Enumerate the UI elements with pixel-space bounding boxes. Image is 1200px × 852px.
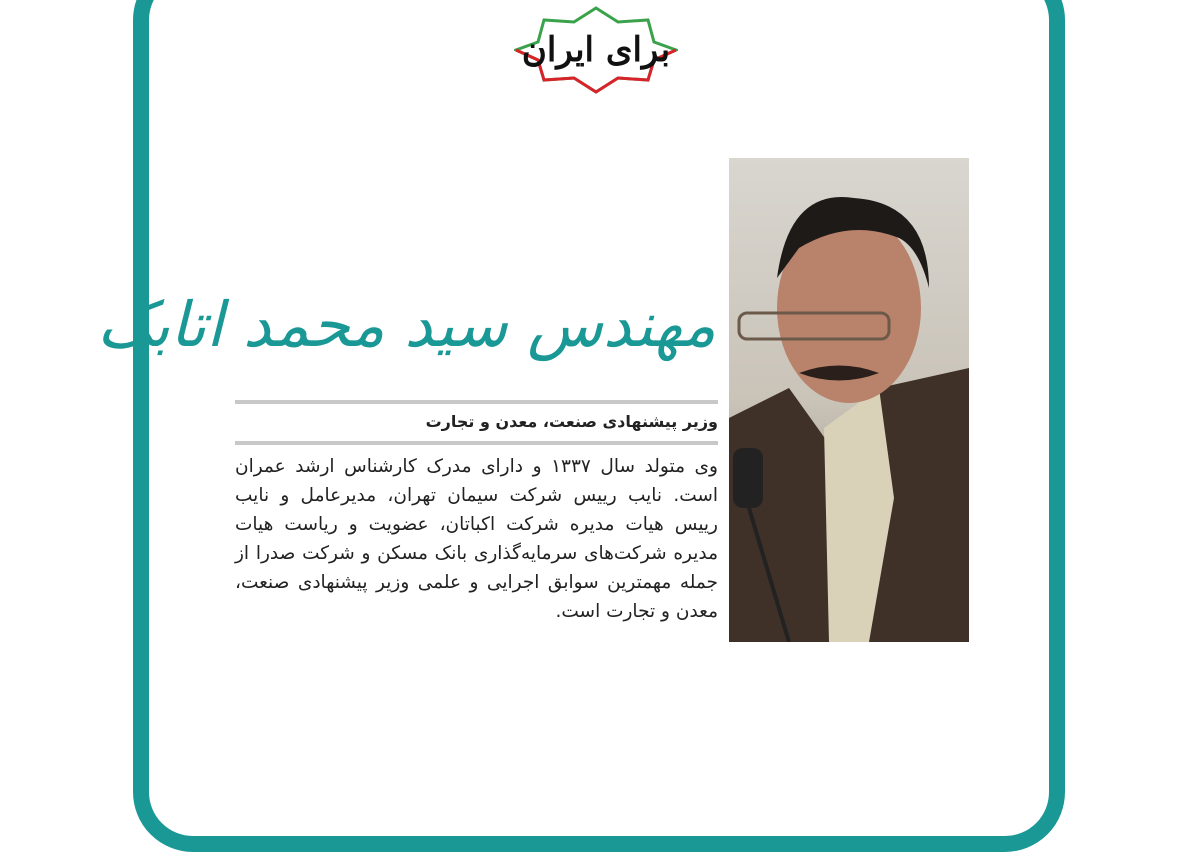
logo-text: برای ایران — [521, 30, 671, 70]
divider-top — [235, 400, 718, 404]
person-name-title: مهندس سید محمد اتابک — [97, 288, 716, 361]
position-subtitle: وزیر پیشنهادی صنعت، معدن و تجارت — [425, 412, 718, 431]
divider-bottom — [235, 441, 718, 445]
logo — [514, 6, 678, 94]
portrait-photo — [729, 158, 969, 642]
biography-text: وی متولد سال ۱۳۳۷ و دارای مدرک کارشناس ارشد عمران است. نایب رییس شرکت سیمان تهران، مدیرعامل و نایب رییس هیات مدیره شرکت اکباتان، عضویت و ریاست هیات مدیره شرکت‌های سرمایه‌گذاری بانک مسکن و شرکت صدرا از جمله مهمترین سوابق اجرایی و علمی وزیر پیشنهادی صنعت، معدن و تجارت است. — [235, 456, 718, 622]
